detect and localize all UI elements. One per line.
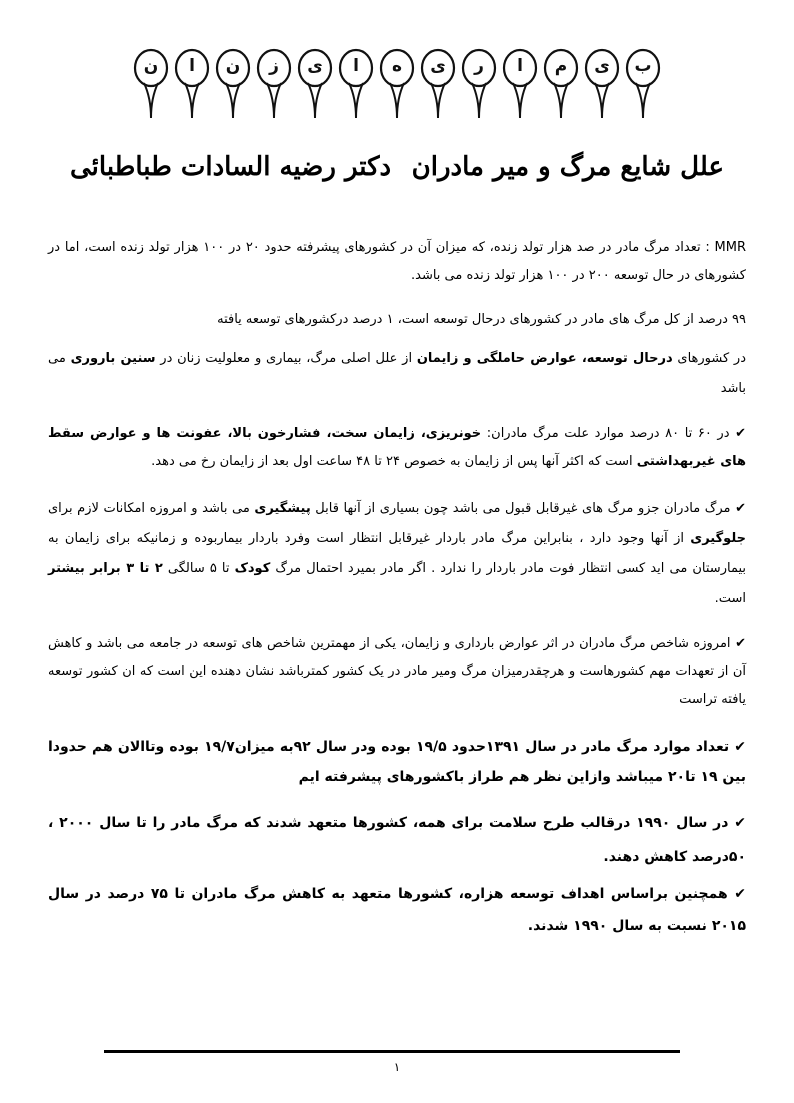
check-icon: ✔	[735, 636, 746, 651]
paragraph-mdg: ✔ همچنین براساس اهداف توسعه هزاره، کشورها متعهد به کاهش مرگ مادران تا ۷۵ درصد در سال ۲۰۱۵ نسبت به سال ۱۹۹۰ شدند.	[48, 886, 746, 934]
paragraph-1990-goal: ✔ در سال ۱۹۹۰ درقالب طرح سلامت برای همه، کشورها متعهد شدند که مرگ مادر را تا سال ۲۰۰۰ ، ۵۰درصد کاهش دهند.	[48, 815, 747, 865]
title-pin	[337, 48, 375, 120]
title-glyph: ی	[430, 56, 446, 76]
check-icon: ✔	[734, 815, 747, 831]
check-icon: ✔	[735, 426, 747, 441]
paragraph-death-causes: ✔ در ۶۰ تا ۸۰ درصد موارد علت مرگ مادران: خونریزی، زایمان سخت، فشارخون بالا، عفونت ها و عوارض سقط های غیربهداشتی است که اکثر آنها پس از زایمان به خصوص ۲۴ تا ۴۸ ساعت اول بعد از زایمان رخ می دهد.	[48, 426, 747, 469]
heading-row	[70, 145, 724, 189]
footer-rule	[104, 1050, 680, 1053]
title-pin	[419, 48, 457, 120]
title-glyph: ه	[391, 56, 403, 76]
paragraph-mmr	[48, 234, 746, 290]
title-glyph: م	[554, 56, 568, 76]
paragraph-statistics: ✔ تعداد موارد مرگ مادر در سال ۱۳۹۱حدود ۱۹/۵ بوده ودر سال ۹۲به میزان۱۹/۷ بوده وتاالان هم حدودا بین ۱۹ تا۲۰ میباشد وازاین نظر هم طراز باکشورهای پیشرفته ایم	[48, 739, 747, 785]
title-pin	[132, 48, 170, 120]
paragraph-index: ✔ امروزه شاخص مرگ مادران در اثر عوارض بارداری و زایمان، یکی از مهمترین شاخص های توسعه در جامعه می باشد و کاهش آن از تعهدات مهم کشورهاست و هرچقدرمیزان مرگ ومیر مادر در یک کشور کمترباشد نشان دهنده این است که ان کشور توسعه یافته تراست	[48, 636, 746, 707]
paragraph-causes: در کشورهای درحال توسعه، عوارض حاملگی و زایمان از علل اصلی مرگ، بیماری و معلولیت زنان در سنین باروری می باشد	[48, 351, 746, 396]
paragraph-text: ۹۹ درصد از کل مرگ های مادر در کشورهای درحال توسعه است، ۱ درصد درکشورهای توسعه یافته	[217, 312, 746, 327]
paragraph-text: MMR : تعداد مرگ مادر در صد هزار تولد زنده، که میزان آن در کشورهای پیشرفته حدود ۲۰ در ۱۰۰ هزار تولد زنده است، اما در کشورهای در حال توسعه ۲۰۰ در ۱۰۰ هزار تولد زنده می باشد.	[48, 240, 746, 283]
paragraph-preventable: ✔ مرگ مادران جزو مرگ های غیرقابل قبول می باشد چون بسیاری از آنها قابل پیشگیری می باشد و امروزه امکانات لازم برای جلوگیری از آنها وجود دارد ، بنابراین مرگ مادر باردار غیرقابل انتظار است وفرد باردار بیماربوده و زمانیکه برای زایمان به بیمارستان می اید کسی انتظار فوت مادر باردار را ندارد . اگر مادر بمیرد احتمال مرگ کودک تا ۵ سالگی ۲ تا ۳ برابر بیشتر است.	[48, 501, 747, 606]
title-glyph: ی	[307, 56, 323, 76]
check-icon: ✔	[734, 739, 747, 755]
title-pin	[624, 48, 662, 120]
title-glyph: ی	[594, 56, 610, 76]
author-name: دکتر رضیه السادات طباطبائی	[70, 152, 392, 182]
title-glyph: ا	[189, 56, 195, 76]
page-number: ۱	[393, 1060, 401, 1074]
check-icon: ✔	[734, 886, 746, 902]
title-pin	[501, 48, 539, 120]
check-icon: ✔	[735, 501, 747, 516]
title-pin	[378, 48, 416, 120]
article-topic: علل شایع مرگ و میر مادران	[411, 152, 724, 182]
title-glyph: ن	[143, 56, 159, 76]
title-pin	[460, 48, 498, 120]
title-pin	[542, 48, 580, 120]
title-glyph: ا	[517, 56, 523, 76]
title-pin	[255, 48, 293, 120]
title-glyph: ن	[225, 56, 241, 76]
title-pin	[296, 48, 334, 120]
title-pin	[214, 48, 252, 120]
paragraph-percent	[48, 306, 746, 334]
title-pin	[173, 48, 211, 120]
title-glyph: ز	[269, 56, 279, 76]
title-pin	[583, 48, 621, 120]
title-glyph: ر	[474, 56, 484, 76]
title-glyph: ب	[634, 56, 652, 76]
title-banner	[0, 48, 794, 123]
title-glyph: ا	[353, 56, 359, 76]
